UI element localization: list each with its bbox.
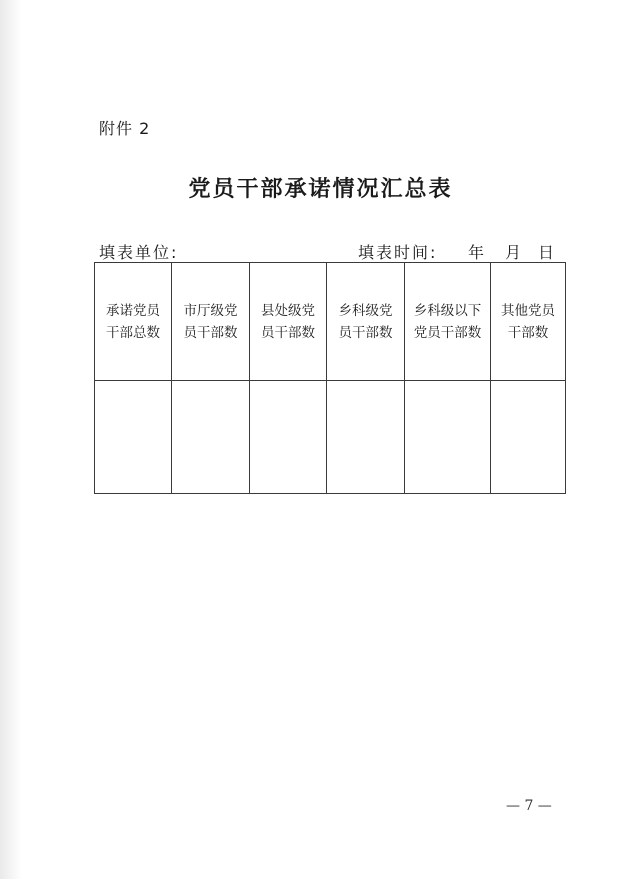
page-number: — 7 — — [506, 798, 552, 814]
header-township-level: 乡科级党 员干部数 — [327, 263, 405, 381]
header-municipal-level: 市厅级党 员干部数 — [172, 263, 250, 381]
attachment-label: 附件 2 — [99, 119, 151, 138]
header-county-level: 县处级党 员干部数 — [250, 263, 327, 381]
date-month-label: 月 — [505, 243, 522, 262]
header-below-township-level: 乡科级以下 党员干部数 — [405, 263, 491, 381]
document-title: 党员干部承诺情况汇总表 — [188, 176, 453, 202]
cell-municipal-level[interactable] — [172, 381, 250, 494]
fill-time-label: 填表时间: — [358, 243, 438, 262]
date-day-label: 日 — [538, 243, 555, 262]
cell-below-township-level[interactable] — [405, 381, 491, 494]
summary-table — [94, 262, 566, 494]
cell-township-level[interactable] — [327, 381, 405, 494]
cell-total-committed[interactable] — [95, 381, 172, 494]
header-other-members: 其他党员 干部数 — [491, 263, 566, 381]
fill-unit-label: 填表单位: — [99, 243, 179, 262]
cell-county-level[interactable] — [250, 381, 327, 494]
cell-other-members[interactable] — [491, 381, 566, 494]
date-year-label: 年 — [468, 243, 485, 262]
page-edge-shadow — [0, 0, 22, 879]
table-data-row — [95, 381, 566, 494]
table-header-row — [95, 263, 566, 381]
header-total-committed: 承诺党员 干部总数 — [95, 263, 172, 381]
